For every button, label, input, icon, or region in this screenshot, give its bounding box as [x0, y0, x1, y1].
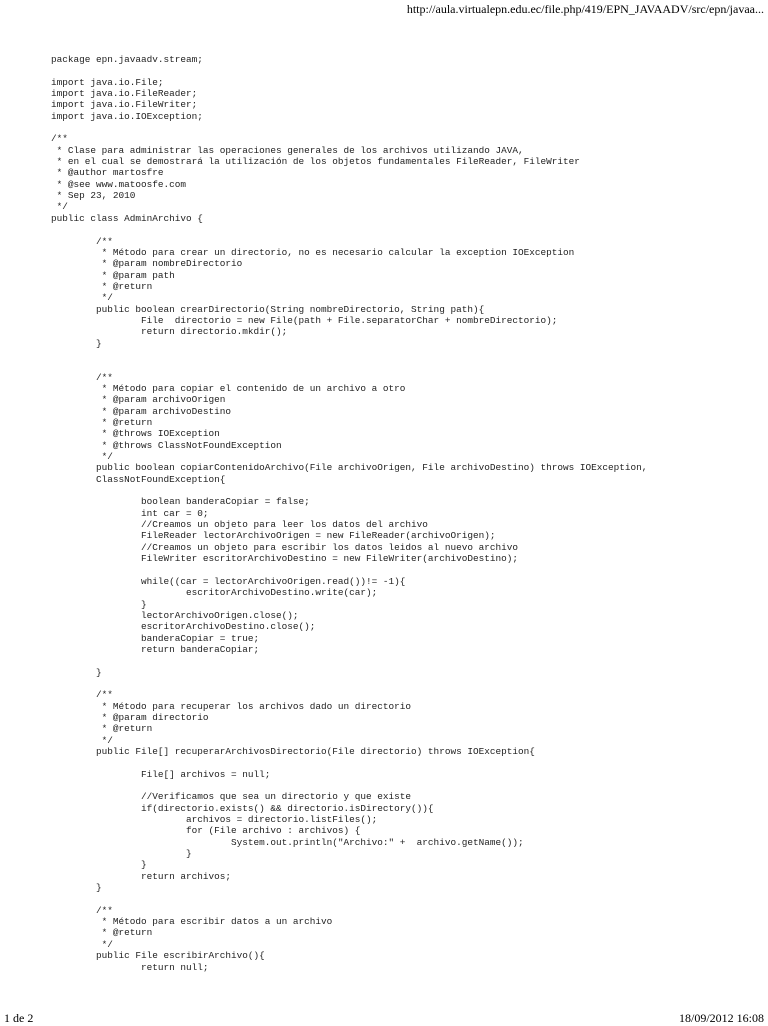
- code-line: [51, 678, 647, 689]
- code-line: package epn.javaadv.stream;: [51, 54, 203, 65]
- code-line: return directorio.mkdir();: [51, 326, 288, 338]
- code-line: public File escribirArchivo(){: [51, 950, 265, 962]
- code-line: * @see www.matoosfe.com: [51, 178, 187, 190]
- code-line: ClassNotFoundException{: [51, 473, 226, 485]
- code-line: */: [51, 451, 113, 463]
- code-line: [51, 122, 647, 133]
- code-line: //Creamos un objeto para escribir los datos leidos al nuevo archivo: [51, 541, 518, 553]
- code-line: return banderaCopiar;: [51, 643, 260, 655]
- code-line: [51, 224, 647, 235]
- code-line: import java.io.IOException;: [51, 110, 203, 122]
- code-line: //Verificamos que sea un directorio y que existe: [51, 791, 412, 803]
- code-line: [51, 655, 647, 666]
- print-datetime: 18/09/2012 16:08: [678, 1011, 764, 1025]
- code-line: * @param nombreDirectorio: [51, 258, 243, 270]
- code-line: FileWriter escritorArchivoDestino = new FileWriter(archivoDestino);: [51, 553, 518, 565]
- code-line: //Creamos un objeto para leer los datos del archivo: [51, 519, 428, 531]
- code-line: escritorArchivoDestino.close();: [51, 621, 316, 633]
- code-line: * @param directorio: [51, 711, 209, 723]
- code-line: /**: [51, 904, 113, 916]
- code-line: /**: [51, 235, 113, 247]
- code-line: }: [51, 598, 147, 610]
- code-line: public boolean copiarContenidoArchivo(File archivoOrigen, File archivoDestino) throws IOException,: [51, 462, 648, 474]
- code-line: */: [51, 734, 113, 746]
- code-line: * @return: [51, 723, 153, 735]
- code-line: [51, 564, 647, 575]
- code-line: */: [51, 938, 113, 950]
- code-line: [51, 65, 647, 76]
- code-line: */: [51, 292, 113, 304]
- code-line: }: [51, 882, 102, 894]
- code-line: escritorArchivoDestino.write(car);: [51, 587, 378, 599]
- code-line: import java.io.FileReader;: [51, 88, 198, 100]
- code-line: for (File archivo : archivos) {: [51, 825, 361, 837]
- code-line: [51, 757, 647, 768]
- code-line: * @param path: [51, 269, 175, 281]
- code-line: * @throws ClassNotFoundException: [51, 439, 282, 451]
- code-line: banderaCopiar = true;: [51, 632, 260, 644]
- code-line: * Método para copiar el contenido de un archivo a otro: [51, 382, 406, 394]
- code-line: * @return: [51, 417, 153, 428]
- code-line: [51, 893, 647, 904]
- code-line: boolean banderaCopiar = false;: [51, 496, 310, 508]
- code-line: * Método para crear un directorio, no es necesario calcular la exception IOException: [51, 246, 575, 258]
- code-line: * Método para escribir datos a un archivo: [51, 916, 333, 928]
- code-line: /**: [51, 371, 113, 383]
- code-line: import java.io.FileWriter;: [51, 99, 198, 111]
- code-line: /**: [51, 689, 113, 701]
- code-line: public File[] recuperarArchivosDirectorio(File directorio) throws IOException{: [51, 745, 535, 757]
- code-line: lectorArchivoOrigen.close();: [51, 609, 299, 621]
- code-line: * en el cual se demostrará la utilización de los objetos fundamentales FileReader, FileWriter: [51, 156, 580, 168]
- code-line: }: [51, 337, 102, 349]
- code-line: */: [51, 201, 68, 213]
- code-line: * @param archivoOrigen: [51, 394, 226, 406]
- page-number: 1 de 2: [4, 1011, 34, 1025]
- code-line: public boolean crearDirectorio(String nombreDirectorio, String path){: [51, 303, 485, 315]
- code-line: * @author martosfre: [51, 167, 164, 179]
- code-line: if(directorio.exists() && directorio.isDirectory()){: [51, 802, 434, 814]
- code-line: }: [51, 666, 102, 678]
- code-line: File directorio = new File(path + File.separatorChar + nombreDirectorio);: [51, 314, 558, 326]
- code-listing: [51, 54, 647, 973]
- code-line: import java.io.File;: [51, 76, 164, 88]
- code-line: * Clase para administrar las operaciones generales de los archivos utilizando JAVA,: [51, 144, 524, 156]
- code-line: * @param archivoDestino: [51, 405, 232, 417]
- code-line: * @return: [51, 927, 153, 939]
- code-line: int car = 0;: [51, 507, 209, 519]
- code-line: * Sep 23, 2010: [51, 190, 136, 202]
- code-line: FileReader lectorArchivoOrigen = new FileReader(archivoOrigen);: [51, 530, 496, 542]
- code-line: [51, 360, 647, 371]
- code-line: File[] archivos = null;: [51, 768, 271, 780]
- code-line: return archivos;: [51, 870, 232, 882]
- code-line: while((car = lectorArchivoOrigen.read())!= -1){: [51, 575, 406, 587]
- code-line: /**: [51, 133, 68, 145]
- code-line: public class AdminArchivo {: [51, 212, 203, 224]
- code-line: * Método para recuperar los archivos dado un directorio: [51, 700, 412, 712]
- code-line: return null;: [51, 961, 209, 973]
- code-line: [51, 349, 647, 360]
- code-line: * @return: [51, 280, 153, 292]
- code-line: [51, 485, 647, 496]
- code-line: }: [51, 859, 147, 871]
- code-line: [51, 780, 647, 791]
- code-line: archivos = directorio.listFiles();: [51, 814, 378, 826]
- code-line: * @throws IOException: [51, 428, 220, 440]
- code-line: }: [51, 848, 192, 860]
- code-line: System.out.println("Archivo:" + archivo.getName());: [51, 836, 524, 848]
- page-url: http://aula.virtualepn.edu.ec/file.php/419/EPN_JAVAADV/src/epn/javaa...: [406, 2, 764, 16]
